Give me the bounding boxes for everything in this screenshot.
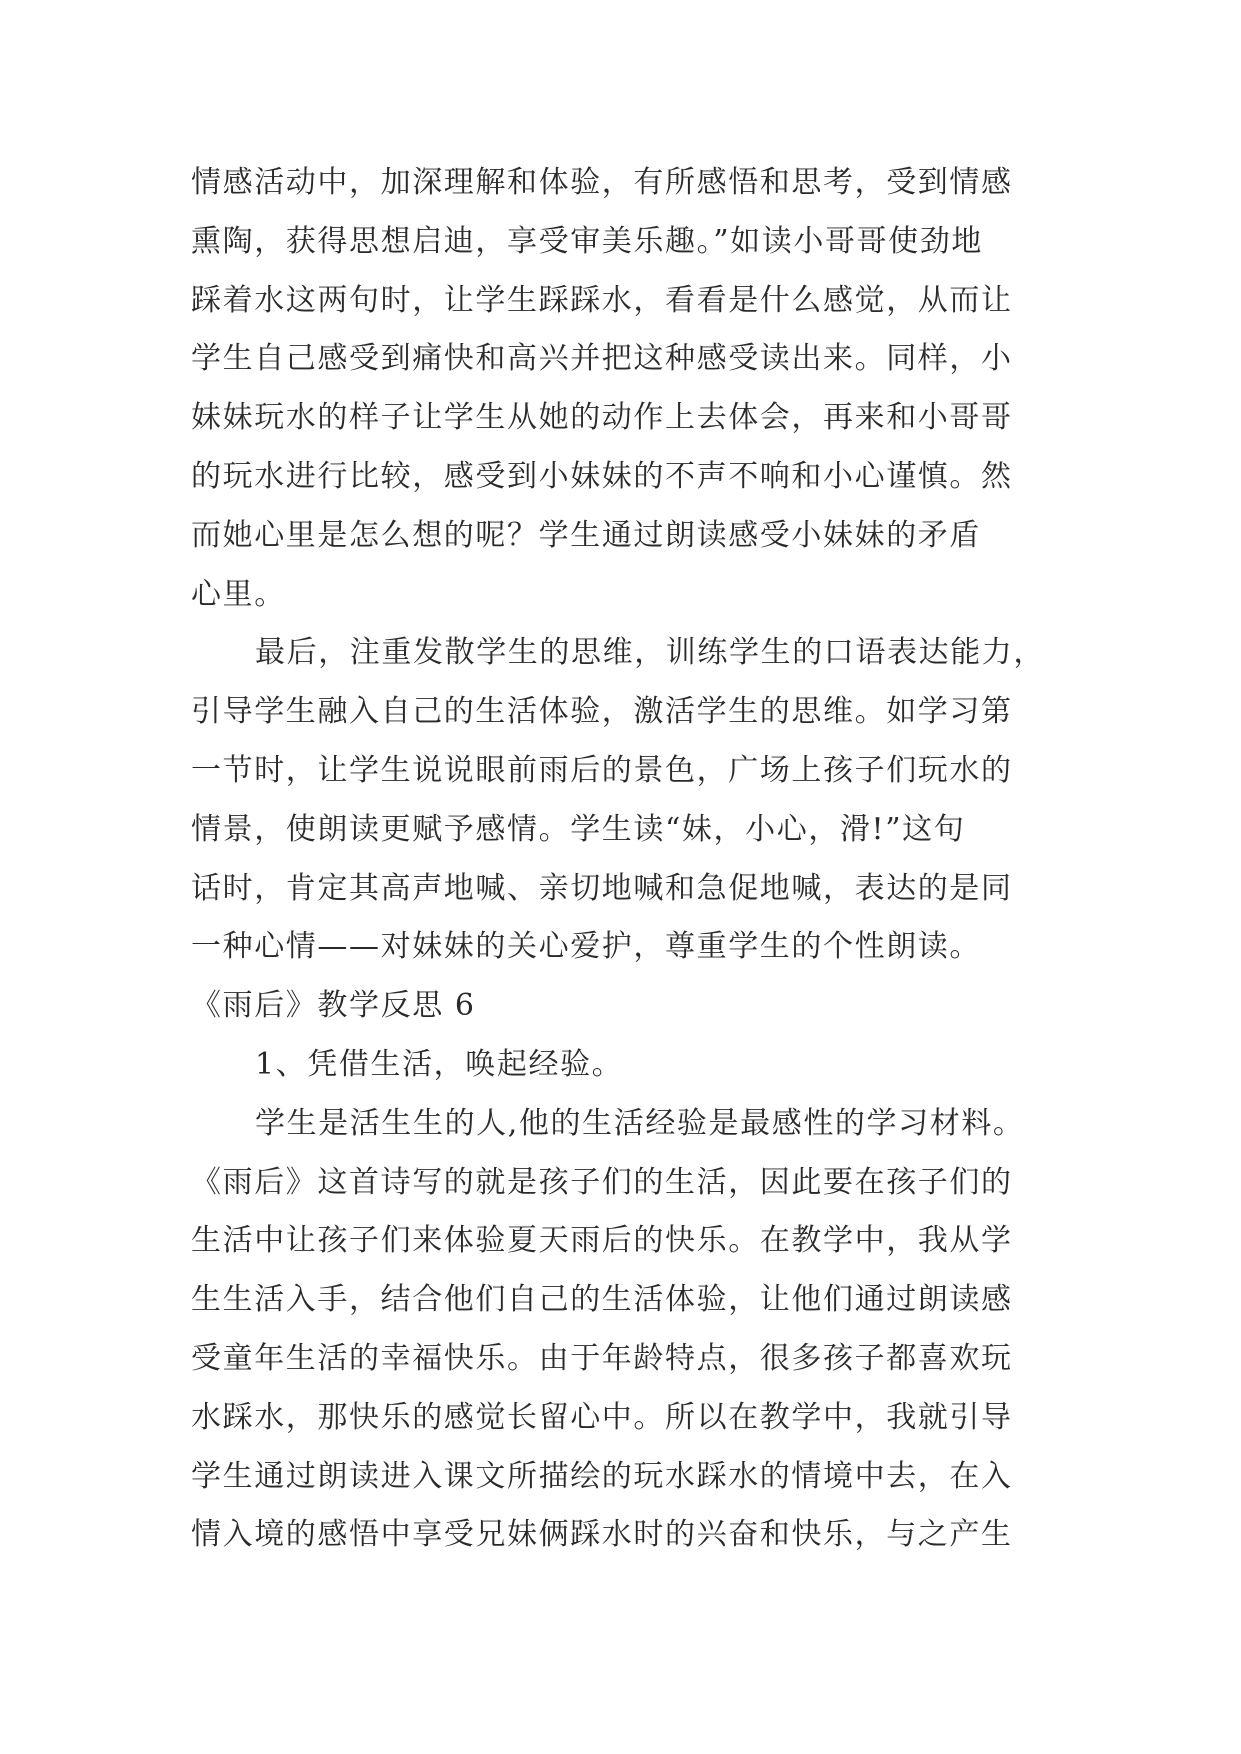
text-line: 水踩水，那快乐的感觉长留心中。所以在教学中，我就引导	[191, 1399, 1013, 1435]
document-body	[191, 154, 1051, 1565]
text-line: 踩着水这两句时，让学生踩踩水，看看是什么感觉，从而让	[191, 282, 1013, 318]
text-line: 的玩水进行比较，感受到小妹妹的不声不响和小心谨慎。然	[191, 458, 1013, 494]
text-line: 话时，肯定其高声地喊、亲切地喊和急促地喊，表达的是同	[191, 870, 1013, 906]
text-line: 引导学生融入自己的生活体验，激活学生的思维。如学习第	[191, 694, 1013, 730]
text-line: 生活中让孩子们来体验夏天雨后的快乐。在教学中，我从学	[191, 1223, 1013, 1259]
text-line: 《雨后》这首诗写的就是孩子们的生活，因此要在孩子们的	[191, 1164, 1013, 1200]
subsection-heading: 1、凭借生活，唤起经验。	[255, 1046, 624, 1082]
text-line: 心里。	[191, 576, 286, 612]
text-line: 熏陶，获得思想启迪，享受审美乐趣。”如读小哥哥使劲地	[191, 223, 983, 259]
text-line: 情入境的感悟中享受兄妹俩踩水时的兴奋和快乐，与之产生	[191, 1517, 1013, 1553]
text-line: 学生自己感受到痛快和高兴并把这种感受读出来。同样，小	[191, 341, 1013, 377]
text-line: 情感活动中，加深理解和体验，有所感悟和思考，受到情感	[191, 165, 1013, 200]
text-line: 情景，使朗读更赋予感情。学生读“妹，小心，滑!”这句	[191, 811, 966, 847]
text-line: 受童年生活的幸福快乐。由于年龄特点，很多孩子都喜欢玩	[191, 1340, 1013, 1376]
paragraph-start-line: 最后，注重发散学生的思维，训练学生的口语表达能力，	[255, 635, 1045, 671]
paragraph-start-line: 学生是活生生的人,他的生活经验是最感性的学习材料。	[255, 1105, 1025, 1141]
text-line: 而她心里是怎么想的呢？学生通过朗读感受小妹妹的矛盾	[191, 517, 981, 553]
text-line: 生生活入手，结合他们自己的生活体验，让他们通过朗读感	[191, 1282, 1013, 1318]
text-line: 一节时，让学生说说眼前雨后的景色，广场上孩子们玩水的	[191, 752, 1013, 788]
text-line: 妹妹玩水的样子让学生从她的动作上去体会，再来和小哥哥	[191, 400, 1013, 436]
text-line: 学生通过朗读进入课文所描绘的玩水踩水的情境中去，在入	[191, 1458, 1013, 1494]
section-heading: 《雨后》教学反思 6	[191, 988, 476, 1024]
text-line: 一种心情——对妹妹的关心爱护，尊重学生的个性朗读。	[191, 929, 981, 965]
